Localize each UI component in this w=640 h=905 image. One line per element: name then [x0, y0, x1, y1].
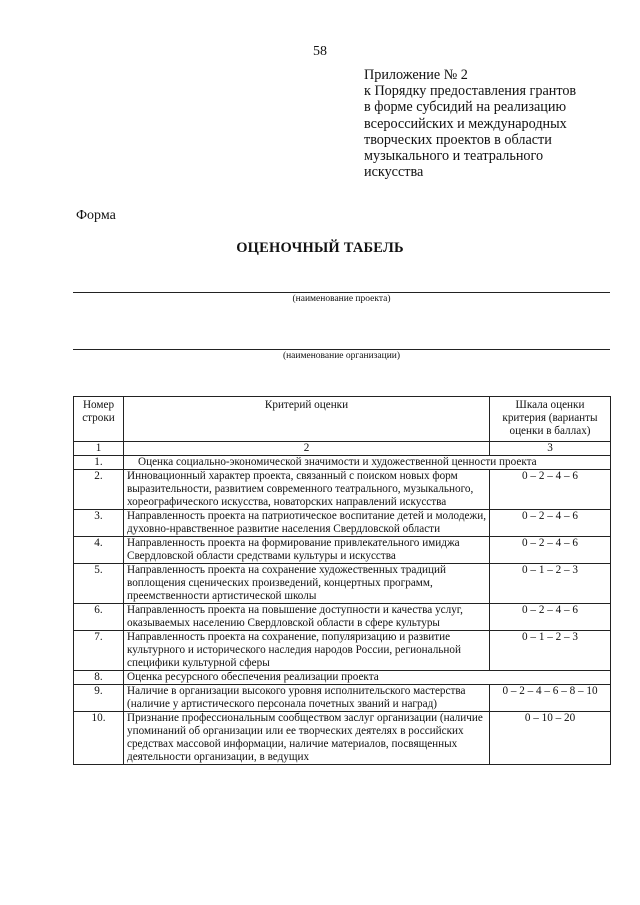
score-scale: 0 – 1 – 2 – 3 [490, 631, 611, 671]
column-number: 3 [490, 442, 611, 456]
appendix-line: искусства [364, 164, 424, 181]
organization-name-line[interactable] [73, 349, 610, 350]
header-criterion: Критерий оценки [124, 397, 490, 442]
criterion-text: Инновационный характер проекта, связанный с поиском новых форм выразительности, развитием современного театрального, музыкального, хореографического искусства, новаторских направлений искусства [124, 470, 490, 510]
row-number: 1. [74, 456, 124, 470]
evaluation-table [73, 396, 611, 765]
score-scale: 0 – 2 – 4 – 6 [490, 510, 611, 537]
table-row [74, 631, 611, 671]
table-row [74, 685, 611, 712]
row-number: 9. [74, 685, 124, 712]
row-number: 4. [74, 537, 124, 564]
score-scale: 0 – 10 – 20 [490, 712, 611, 765]
row-number: 3. [74, 510, 124, 537]
document-title: ОЦЕНОЧНЫЙ ТАБЕЛЬ [236, 240, 404, 256]
score-scale: 0 – 2 – 4 – 6 [490, 604, 611, 631]
appendix-line: всероссийских и международных [364, 115, 567, 132]
table-row [74, 537, 611, 564]
table-header-row [74, 397, 611, 442]
column-number: 2 [124, 442, 490, 456]
criterion-text: Направленность проекта на сохранение художественных традиций воплощения сценических произведений, концертных программ, преемственности артистической школы [124, 564, 490, 604]
page-number: 58 [313, 44, 327, 59]
appendix-line: Приложение № 2 [364, 67, 468, 83]
project-name-caption: (наименование проекта) [292, 294, 391, 304]
column-number: 1 [74, 442, 124, 456]
appendix-line: к Порядку предоставления грантов [364, 83, 577, 100]
row-number: 8. [74, 671, 124, 685]
score-scale: 0 – 1 – 2 – 3 [490, 564, 611, 604]
table-row [74, 712, 611, 765]
table-row [74, 470, 611, 510]
appendix-line: творческих проектов в области [364, 131, 552, 148]
criterion-text: Признание профессиональным сообществом заслуг организации (наличие упоминаний об организации или ее творческих деятелях в российских средствах массовой информации, наличие материалов, посвященных деятельности организации, в ведущих [124, 712, 490, 765]
project-name-line[interactable] [73, 292, 610, 293]
table-row [74, 564, 611, 604]
criterion-text: Направленность проекта на патриотическое воспитание детей и молодежи, духовно-нравственное развитие населения Свердловской области [124, 510, 490, 537]
appendix-note [364, 67, 614, 180]
column-number-row [74, 442, 611, 456]
criterion-text: Направленность проекта на сохранение, популяризацию и развитие культурного и исторического наследия народов России, региональной специфики культурной сферы [124, 631, 490, 671]
row-number: 2. [74, 470, 124, 510]
score-scale: 0 – 2 – 4 – 6 [490, 537, 611, 564]
table-section-row [74, 671, 611, 685]
row-number: 5. [74, 564, 124, 604]
form-label: Форма [76, 208, 116, 223]
row-number: 6. [74, 604, 124, 631]
header-row-number: Номер строки [74, 397, 124, 442]
score-scale: 0 – 2 – 4 – 6 [490, 470, 611, 510]
row-number: 10. [74, 712, 124, 765]
score-scale: 0 – 2 – 4 – 6 – 8 – 10 [490, 685, 611, 712]
section-title: Оценка ресурсного обеспечения реализации проекта [124, 671, 611, 685]
section-title: Оценка социально-экономической значимости и художественной ценности проекта [124, 456, 611, 470]
table-section-row [74, 456, 611, 470]
criterion-text: Наличие в организации высокого уровня исполнительского мастерства (наличие у артистического персонала почетных званий и наград) [124, 685, 490, 712]
appendix-line: музыкального и театрального [364, 148, 544, 165]
criterion-text: Направленность проекта на формирование привлекательного имиджа Свердловской области средствами культуры и искусства [124, 537, 490, 564]
organization-name-caption: (наименование организации) [282, 351, 401, 361]
table-row [74, 604, 611, 631]
table-row [74, 510, 611, 537]
criterion-text: Направленность проекта на повышение доступности и качества услуг, оказываемых населению Свердловской области в сфере культуры [124, 604, 490, 631]
header-scale: Шкала оценки критерия (варианты оценки в баллах) [490, 397, 611, 442]
appendix-line: в форме субсидий на реализацию [364, 99, 567, 116]
row-number: 7. [74, 631, 124, 671]
